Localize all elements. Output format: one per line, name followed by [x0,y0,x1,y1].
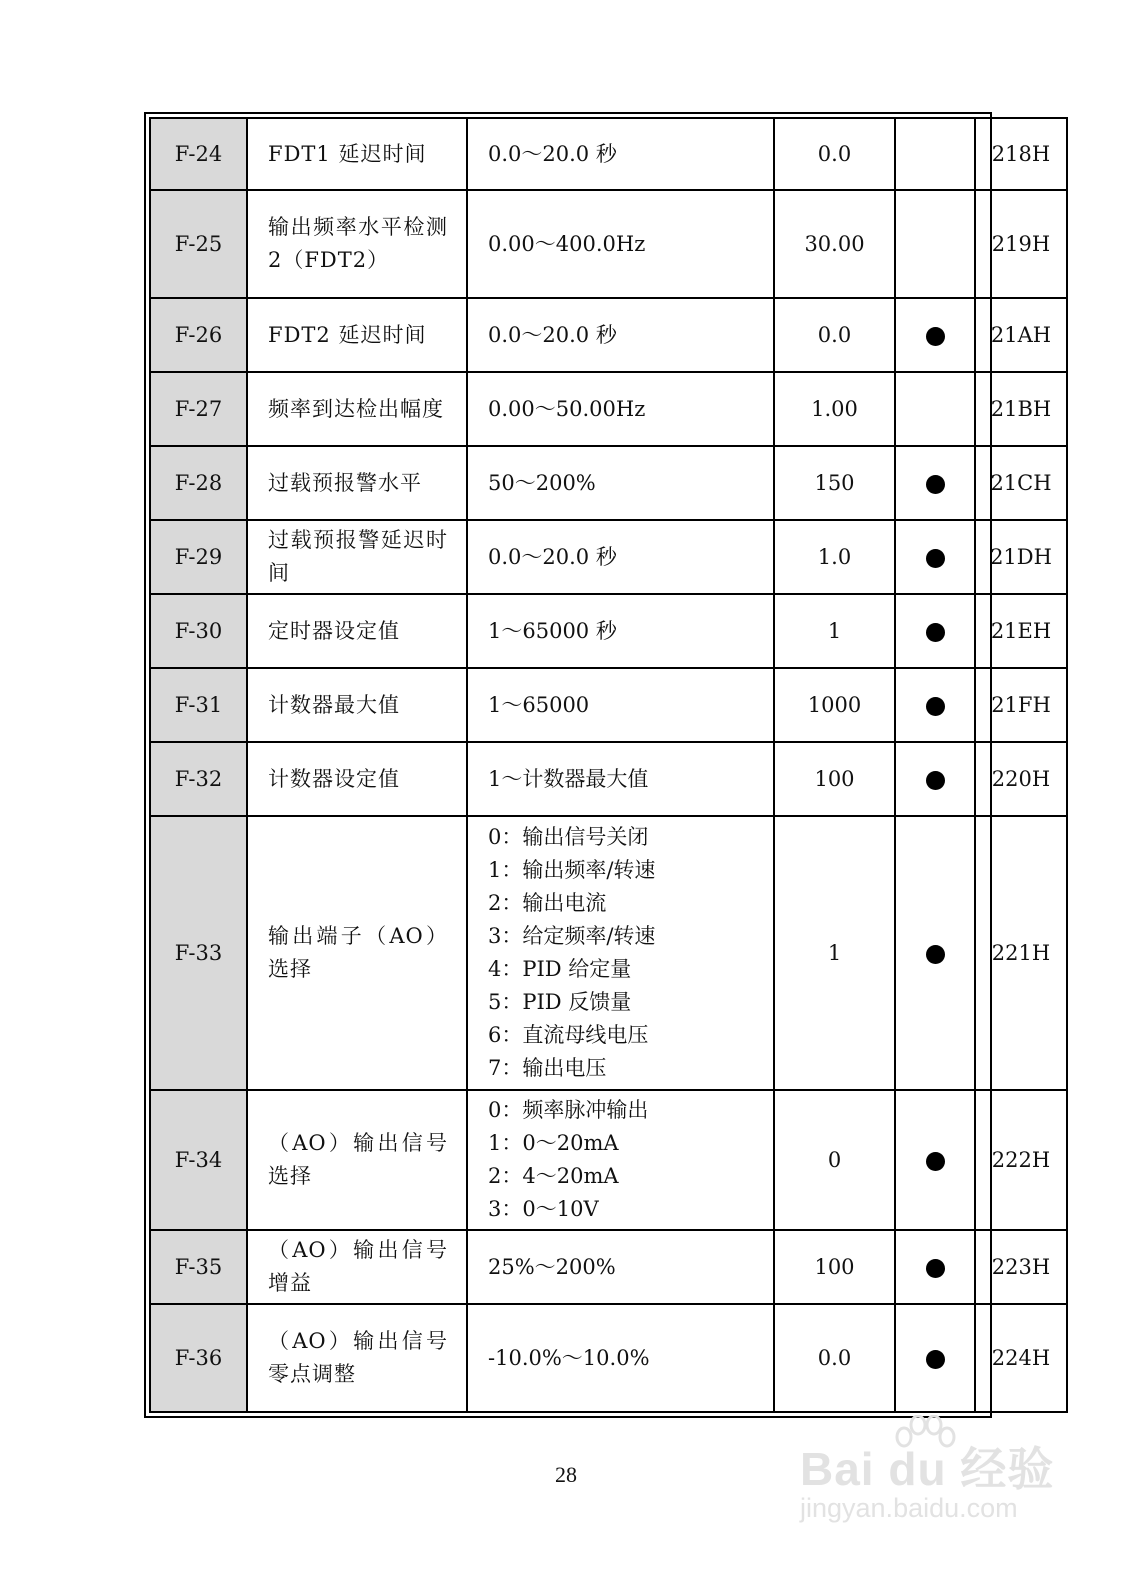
table-row [150,594,1067,668]
range-option: 0.0～20.0 秒 [488,141,617,166]
bullet-dot-icon [926,945,945,964]
param-address-cell: 21AH [975,298,1067,372]
param-default-cell: 1.0 [774,520,895,594]
param-range-cell [467,594,774,668]
range-option: 1～计数器最大值 [488,766,649,791]
param-name-cell: 输出端子（AO）选择 [247,816,467,1090]
param-address-cell: 21DH [975,520,1067,594]
param-default-cell: 0.0 [774,118,895,190]
param-code-cell: F-26 [150,298,247,372]
table-row [150,446,1067,520]
param-name-cell: 计数器设定值 [247,742,467,816]
param-code-cell: F-29 [150,520,247,594]
param-default-cell: 150 [774,446,895,520]
param-address-cell: 220H [975,742,1067,816]
param-name-cell: 过载预报警水平 [247,446,467,520]
watermark-url: jingyan.baidu.com [800,1493,1018,1523]
range-option: 5：PID 反馈量 [488,990,632,1014]
param-address-cell: 21FH [975,668,1067,742]
param-range-cell [467,446,774,520]
bullet-dot-icon [926,1259,945,1278]
param-code-cell: F-24 [150,118,247,190]
param-address-cell: 21CH [975,446,1067,520]
param-name-cell: FDT2 延迟时间 [247,298,467,372]
param-flag-cell [895,298,975,372]
param-default-cell: 100 [774,742,895,816]
param-range-cell [467,816,774,1090]
range-option: 0：频率脉冲输出 [488,1098,649,1122]
param-flag-cell [895,520,975,594]
param-address-cell: 218H [975,118,1067,190]
param-range-cell [467,1304,774,1412]
parameter-table-frame [144,112,1052,1418]
param-default-cell: 1.00 [774,372,895,446]
param-code-cell: F-25 [150,190,247,298]
param-flag-cell [895,594,975,668]
param-code-cell: F-36 [150,1304,247,1412]
param-range-cell [467,520,774,594]
param-range-cell [467,190,774,298]
param-flag-cell [895,1230,975,1304]
param-flag-cell [895,742,975,816]
param-default-cell: 1 [774,816,895,1090]
table-row [150,1230,1067,1304]
bullet-dot-icon [926,1152,945,1171]
table-row [150,668,1067,742]
range-option: 25%～200% [488,1254,616,1279]
range-option: 50～200% [488,470,596,495]
param-address-cell: 222H [975,1090,1067,1230]
bullet-dot-icon [926,475,945,494]
bullet-dot-icon [926,697,945,716]
param-flag-cell [895,1304,975,1412]
param-flag-cell [895,190,975,298]
param-address-cell: 219H [975,190,1067,298]
param-code-cell: F-28 [150,446,247,520]
param-default-cell: 0.0 [774,298,895,372]
range-option: 1～65000 [488,692,590,717]
table-row [150,1090,1067,1230]
param-code-cell: F-35 [150,1230,247,1304]
watermark [800,1415,1060,1535]
param-code-cell: F-27 [150,372,247,446]
param-code-cell: F-32 [150,742,247,816]
param-address-cell: 21BH [975,372,1067,446]
param-default-cell: 0 [774,1090,895,1230]
param-name-cell: （AO）输出信号零点调整 [247,1304,467,1412]
param-flag-cell [895,446,975,520]
table-row [150,520,1067,594]
param-address-cell: 224H [975,1304,1067,1412]
watermark-logo: Bai du 经验 [800,1443,1055,1495]
param-range-cell [467,1230,774,1304]
param-range-cell [467,298,774,372]
param-range-cell [467,118,774,190]
param-code-cell: F-33 [150,816,247,1090]
table-row [150,742,1067,816]
page-number: 28 [555,1462,577,1487]
table-row [150,816,1067,1090]
range-option: 6：直流母线电压 [488,1023,649,1047]
range-option: 3：0～10V [488,1197,599,1221]
param-code-cell: F-34 [150,1090,247,1230]
range-option: 4：PID 给定量 [488,957,632,981]
param-name-cell: 计数器最大值 [247,668,467,742]
param-name-cell: （AO）输出信号增益 [247,1230,467,1304]
range-option: 0.00～50.00Hz [488,396,646,421]
param-default-cell: 30.00 [774,190,895,298]
range-option: 0.0～20.0 秒 [488,544,617,569]
range-option: 1：0～20mA [488,1131,619,1155]
param-code-cell: F-30 [150,594,247,668]
table-row [150,372,1067,446]
param-name-cell: 过载预报警延迟时间 [247,520,467,594]
param-default-cell: 0.0 [774,1304,895,1412]
range-option: 3：给定频率/转速 [488,924,656,948]
range-option: 1：输出频率/转速 [488,858,656,882]
param-flag-cell [895,816,975,1090]
bullet-dot-icon [926,1350,945,1369]
param-default-cell: 1000 [774,668,895,742]
param-address-cell: 223H [975,1230,1067,1304]
range-option: 0.0～20.0 秒 [488,322,617,347]
param-range-cell [467,1090,774,1230]
table-row [150,190,1067,298]
table-row [150,1304,1067,1412]
parameter-table [149,117,1068,1413]
range-option: 0：输出信号关闭 [488,825,649,849]
param-range-cell [467,372,774,446]
range-option: 1～65000 秒 [488,618,617,643]
bullet-dot-icon [926,327,945,346]
param-range-cell [467,742,774,816]
param-name-cell: 输出频率水平检测 2（FDT2） [247,190,467,298]
range-option: 7：输出电压 [488,1056,607,1080]
param-flag-cell [895,1090,975,1230]
param-range-cell [467,668,774,742]
param-default-cell: 1 [774,594,895,668]
range-option: -10.0%～10.0% [488,1345,650,1370]
table-row [150,298,1067,372]
param-flag-cell [895,118,975,190]
param-name-cell: FDT1 延迟时间 [247,118,467,190]
range-option: 2：输出电流 [488,891,607,915]
bullet-dot-icon [926,623,945,642]
param-default-cell: 100 [774,1230,895,1304]
param-name-cell: 频率到达检出幅度 [247,372,467,446]
param-code-cell: F-31 [150,668,247,742]
bullet-dot-icon [926,771,945,790]
param-name-cell: 定时器设定值 [247,594,467,668]
param-address-cell: 221H [975,816,1067,1090]
bullet-dot-icon [926,549,945,568]
range-option: 0.00～400.0Hz [488,231,646,256]
param-flag-cell [895,668,975,742]
table-row [150,118,1067,190]
param-name-cell: （AO）输出信号选择 [247,1090,467,1230]
param-address-cell: 21EH [975,594,1067,668]
param-flag-cell [895,372,975,446]
range-option: 2：4～20mA [488,1164,619,1188]
